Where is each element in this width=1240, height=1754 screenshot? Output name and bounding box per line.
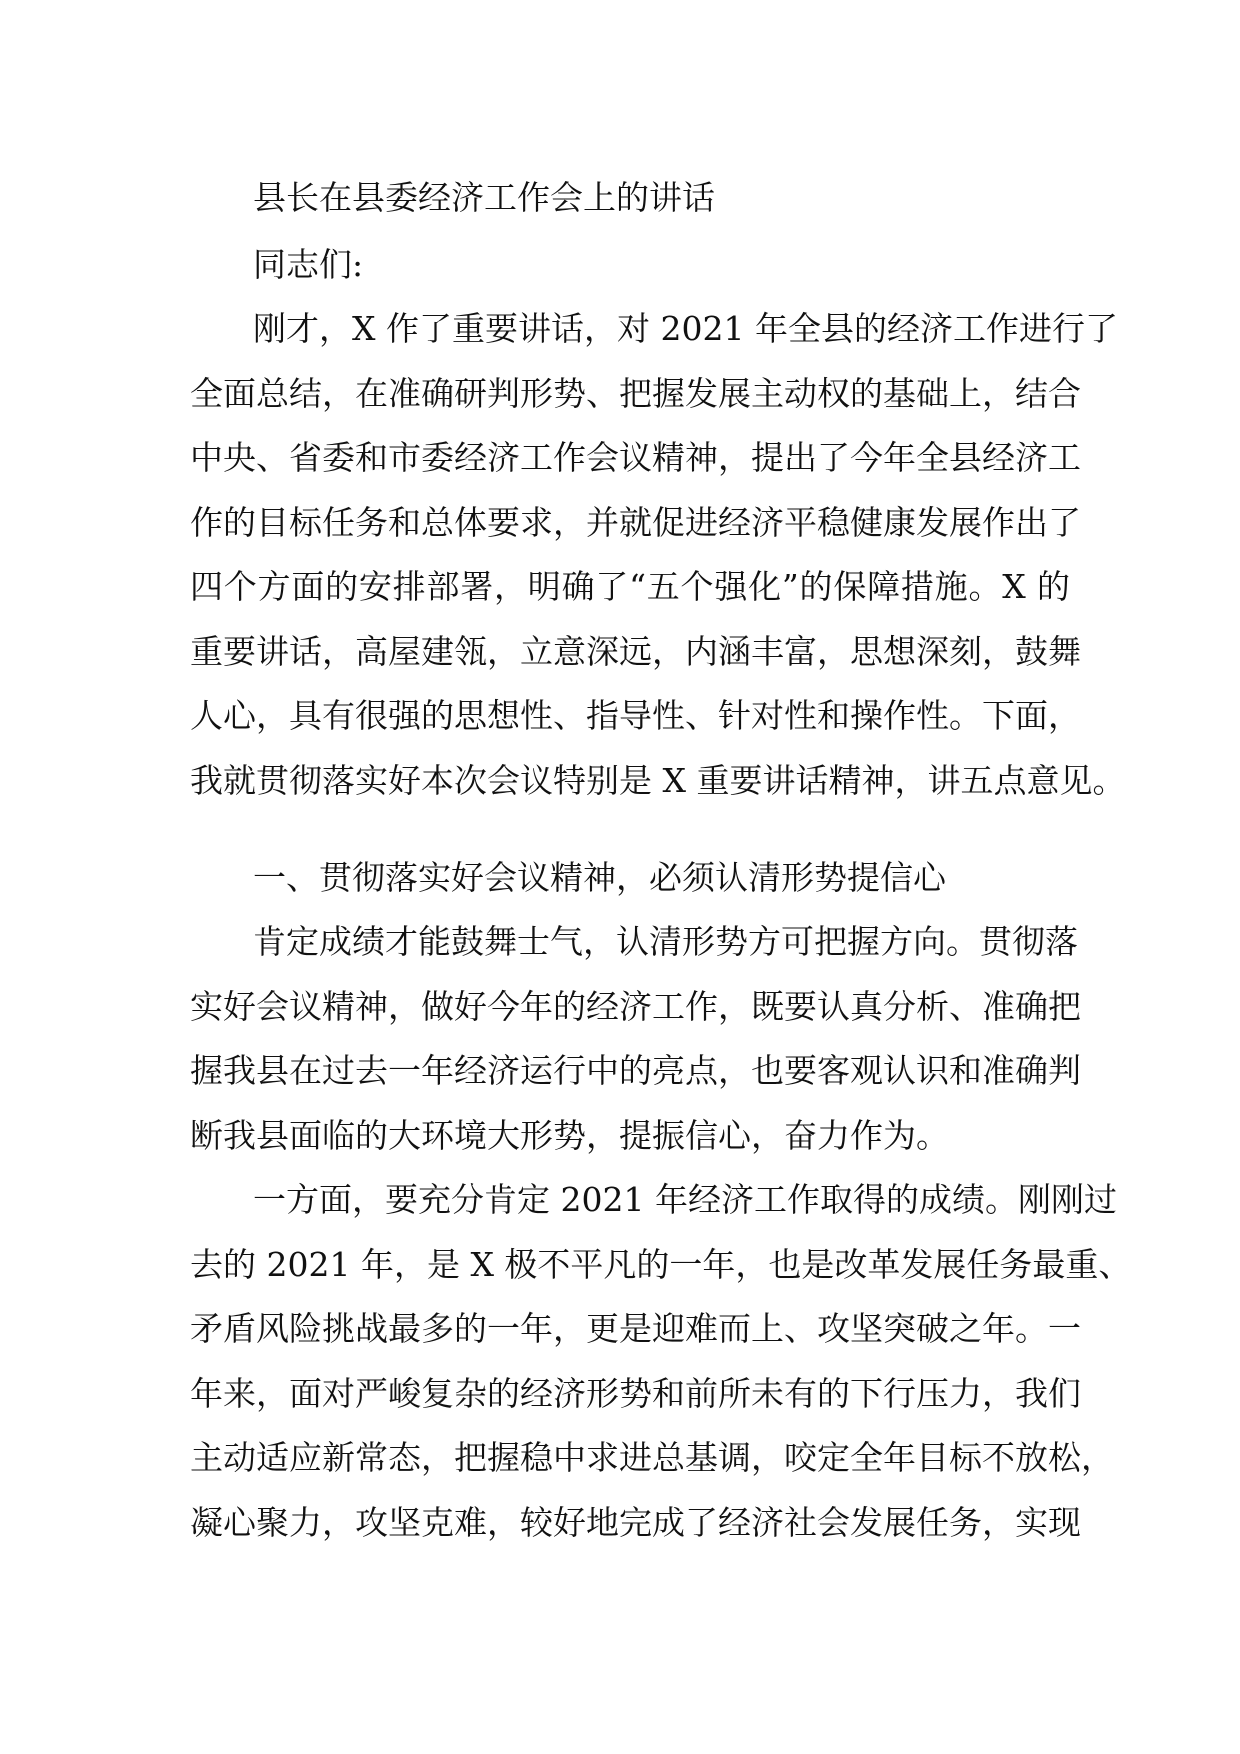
- section-heading: 一、贯彻落实好会议精神，必须认清形势提信心: [253, 858, 946, 897]
- paragraph-line: 全面总结，在准确研判形势、把握发展主动权的基础上，结合: [190, 374, 1081, 413]
- paragraph-line: 我就贯彻落实好本次会议特别是 X 重要讲话精神，讲五点意见。: [190, 761, 1126, 800]
- paragraph-line: 人心，具有很强的思想性、指导性、针对性和操作性。下面，: [190, 696, 1081, 735]
- paragraph-line: 握我县在过去一年经济运行中的亮点，也要客观认识和准确判: [190, 1051, 1081, 1090]
- salutation: 同志们:: [253, 245, 364, 284]
- paragraph-line: 凝心聚力，攻坚克难，较好地完成了经济社会发展任务，实现: [190, 1503, 1081, 1542]
- paragraph-line: 矛盾风险挑战最多的一年，更是迎难而上、攻坚突破之年。一: [190, 1309, 1081, 1348]
- document-title: 县长在县委经济工作会上的讲话: [253, 178, 715, 217]
- paragraph-line: 四个方面的安排部署，明确了“五个强化”的保障措施。X 的: [190, 567, 1070, 606]
- paragraph-line: 断我县面临的大环境大形势，提振信心，奋力作为。: [190, 1116, 949, 1155]
- paragraph-line: 实好会议精神，做好今年的经济工作，既要认真分析、准确把: [190, 987, 1081, 1026]
- paragraph-line: 刚才，X 作了重要讲话，对 2021 年全县的经济工作进行了: [253, 309, 1118, 348]
- paragraph-line: 肯定成绩才能鼓舞士气，认清形势方可把握方向。贯彻落: [253, 922, 1078, 961]
- paragraph-line: 中央、省委和市委经济工作会议精神，提出了今年全县经济工: [190, 438, 1081, 477]
- paragraph-line: 主动适应新常态，把握稳中求进总基调，咬定全年目标不放松，: [190, 1438, 1114, 1477]
- paragraph-line: 去的 2021 年，是 X 极不平凡的一年，也是改革发展任务最重、: [190, 1245, 1132, 1284]
- paragraph-line: 作的目标任务和总体要求，并就促进经济平稳健康发展作出了: [190, 503, 1081, 542]
- paragraph-line: 年来，面对严峻复杂的经济形势和前所未有的下行压力，我们: [190, 1374, 1081, 1413]
- paragraph-line: 一方面，要充分肯定 2021 年经济工作取得的成绩。刚刚过: [253, 1180, 1117, 1219]
- paragraph-line: 重要讲话，高屋建瓴，立意深远，内涵丰富，思想深刻，鼓舞: [190, 632, 1081, 671]
